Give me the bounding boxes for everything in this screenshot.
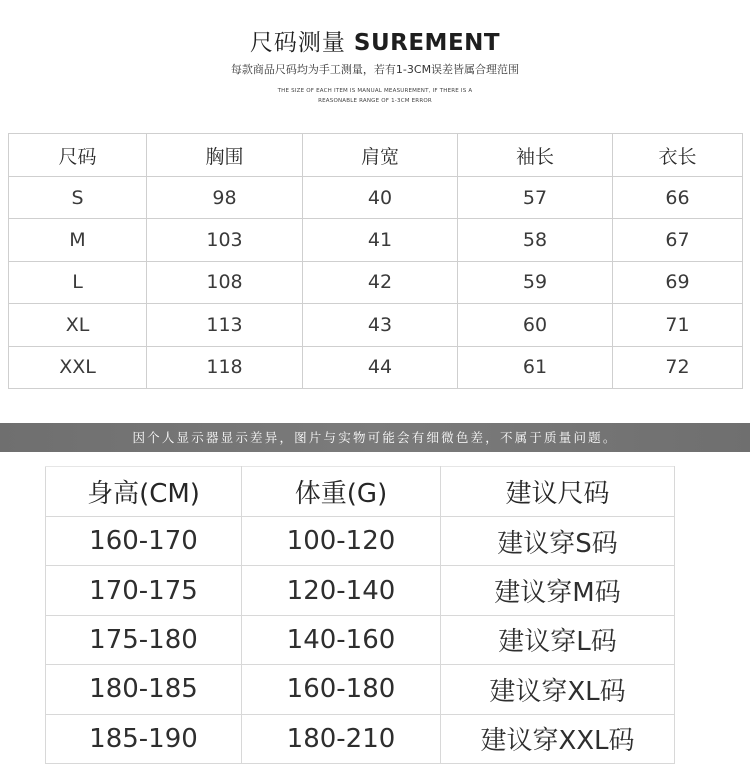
- cell-recommendation: 建议穿XL码: [441, 665, 675, 714]
- cell-weight: 160-180: [242, 665, 441, 714]
- header-length: 衣长: [613, 134, 743, 177]
- cell-size: M: [9, 219, 147, 261]
- header-size: 尺码: [9, 134, 147, 177]
- size-guide-header: [0, 0, 750, 125]
- cell-shoulder: 40: [303, 177, 458, 219]
- header-weight: 体重(G): [242, 467, 441, 517]
- cell-recommendation: 建议穿XXL码: [441, 714, 675, 763]
- cell-sleeve: 57: [458, 177, 613, 219]
- cell-height: 185-190: [46, 714, 242, 763]
- cell-chest: 113: [147, 304, 303, 346]
- table-header-row: [46, 467, 675, 517]
- size-recommendation-table: [45, 466, 675, 764]
- cell-size: L: [9, 261, 147, 303]
- table-row: [9, 219, 743, 261]
- table-row: [46, 517, 675, 566]
- cell-size: S: [9, 177, 147, 219]
- table-row: [9, 177, 743, 219]
- table-row: [9, 304, 743, 346]
- cell-height: 160-170: [46, 517, 242, 566]
- cell-length: 66: [613, 177, 743, 219]
- english-note-line-2: REASONABLE RANGE OF 1-3CM ERROR: [318, 98, 432, 104]
- title-chinese: 尺码测量: [249, 30, 346, 56]
- table-row: [46, 714, 675, 763]
- header-shoulder: 肩宽: [303, 134, 458, 177]
- header-chest: 胸围: [147, 134, 303, 177]
- cell-chest: 118: [147, 346, 303, 388]
- cell-shoulder: 44: [303, 346, 458, 388]
- cell-weight: 140-160: [242, 615, 441, 664]
- cell-sleeve: 61: [458, 346, 613, 388]
- table-row: [46, 566, 675, 615]
- table-row: [46, 665, 675, 714]
- cell-length: 69: [613, 261, 743, 303]
- cell-recommendation: 建议穿L码: [441, 615, 675, 664]
- table-row: [46, 615, 675, 664]
- cell-length: 72: [613, 346, 743, 388]
- title-english: SUREMENT: [353, 30, 501, 56]
- cell-recommendation: 建议穿S码: [441, 517, 675, 566]
- cell-chest: 98: [147, 177, 303, 219]
- table-row: [9, 346, 743, 388]
- cell-length: 71: [613, 304, 743, 346]
- cell-height: 180-185: [46, 665, 242, 714]
- cell-size: XXL: [9, 346, 147, 388]
- color-disclaimer-banner: 因个人显示器显示差异，图片与实物可能会有细微色差，不属于质量问题。: [0, 423, 750, 452]
- cell-sleeve: 60: [458, 304, 613, 346]
- cell-shoulder: 42: [303, 261, 458, 303]
- table-header-row: [9, 134, 743, 177]
- cell-chest: 103: [147, 219, 303, 261]
- cell-weight: 180-210: [242, 714, 441, 763]
- cell-length: 67: [613, 219, 743, 261]
- cell-recommendation: 建议穿M码: [441, 566, 675, 615]
- english-note-line-1: THE SIZE OF EACH ITEM IS MANUAL MEASUREMENT, IF THERE IS A: [277, 88, 473, 94]
- cell-weight: 120-140: [242, 566, 441, 615]
- size-measurement-table: [8, 133, 743, 389]
- cell-sleeve: 59: [458, 261, 613, 303]
- header-height: 身高(CM): [46, 467, 242, 517]
- cell-shoulder: 43: [303, 304, 458, 346]
- header-recommended-size: 建议尺码: [441, 467, 675, 517]
- page-title: [0, 28, 750, 58]
- cell-height: 175-180: [46, 615, 242, 664]
- header-sleeve: 袖长: [458, 134, 613, 177]
- cell-size: XL: [9, 304, 147, 346]
- cell-chest: 108: [147, 261, 303, 303]
- table-row: [9, 261, 743, 303]
- cell-weight: 100-120: [242, 517, 441, 566]
- measurement-note: 每款商品尺码均为手工测量，若有1-3CM误差皆属合理范围: [230, 63, 520, 76]
- cell-height: 170-175: [46, 566, 242, 615]
- cell-sleeve: 58: [458, 219, 613, 261]
- cell-shoulder: 41: [303, 219, 458, 261]
